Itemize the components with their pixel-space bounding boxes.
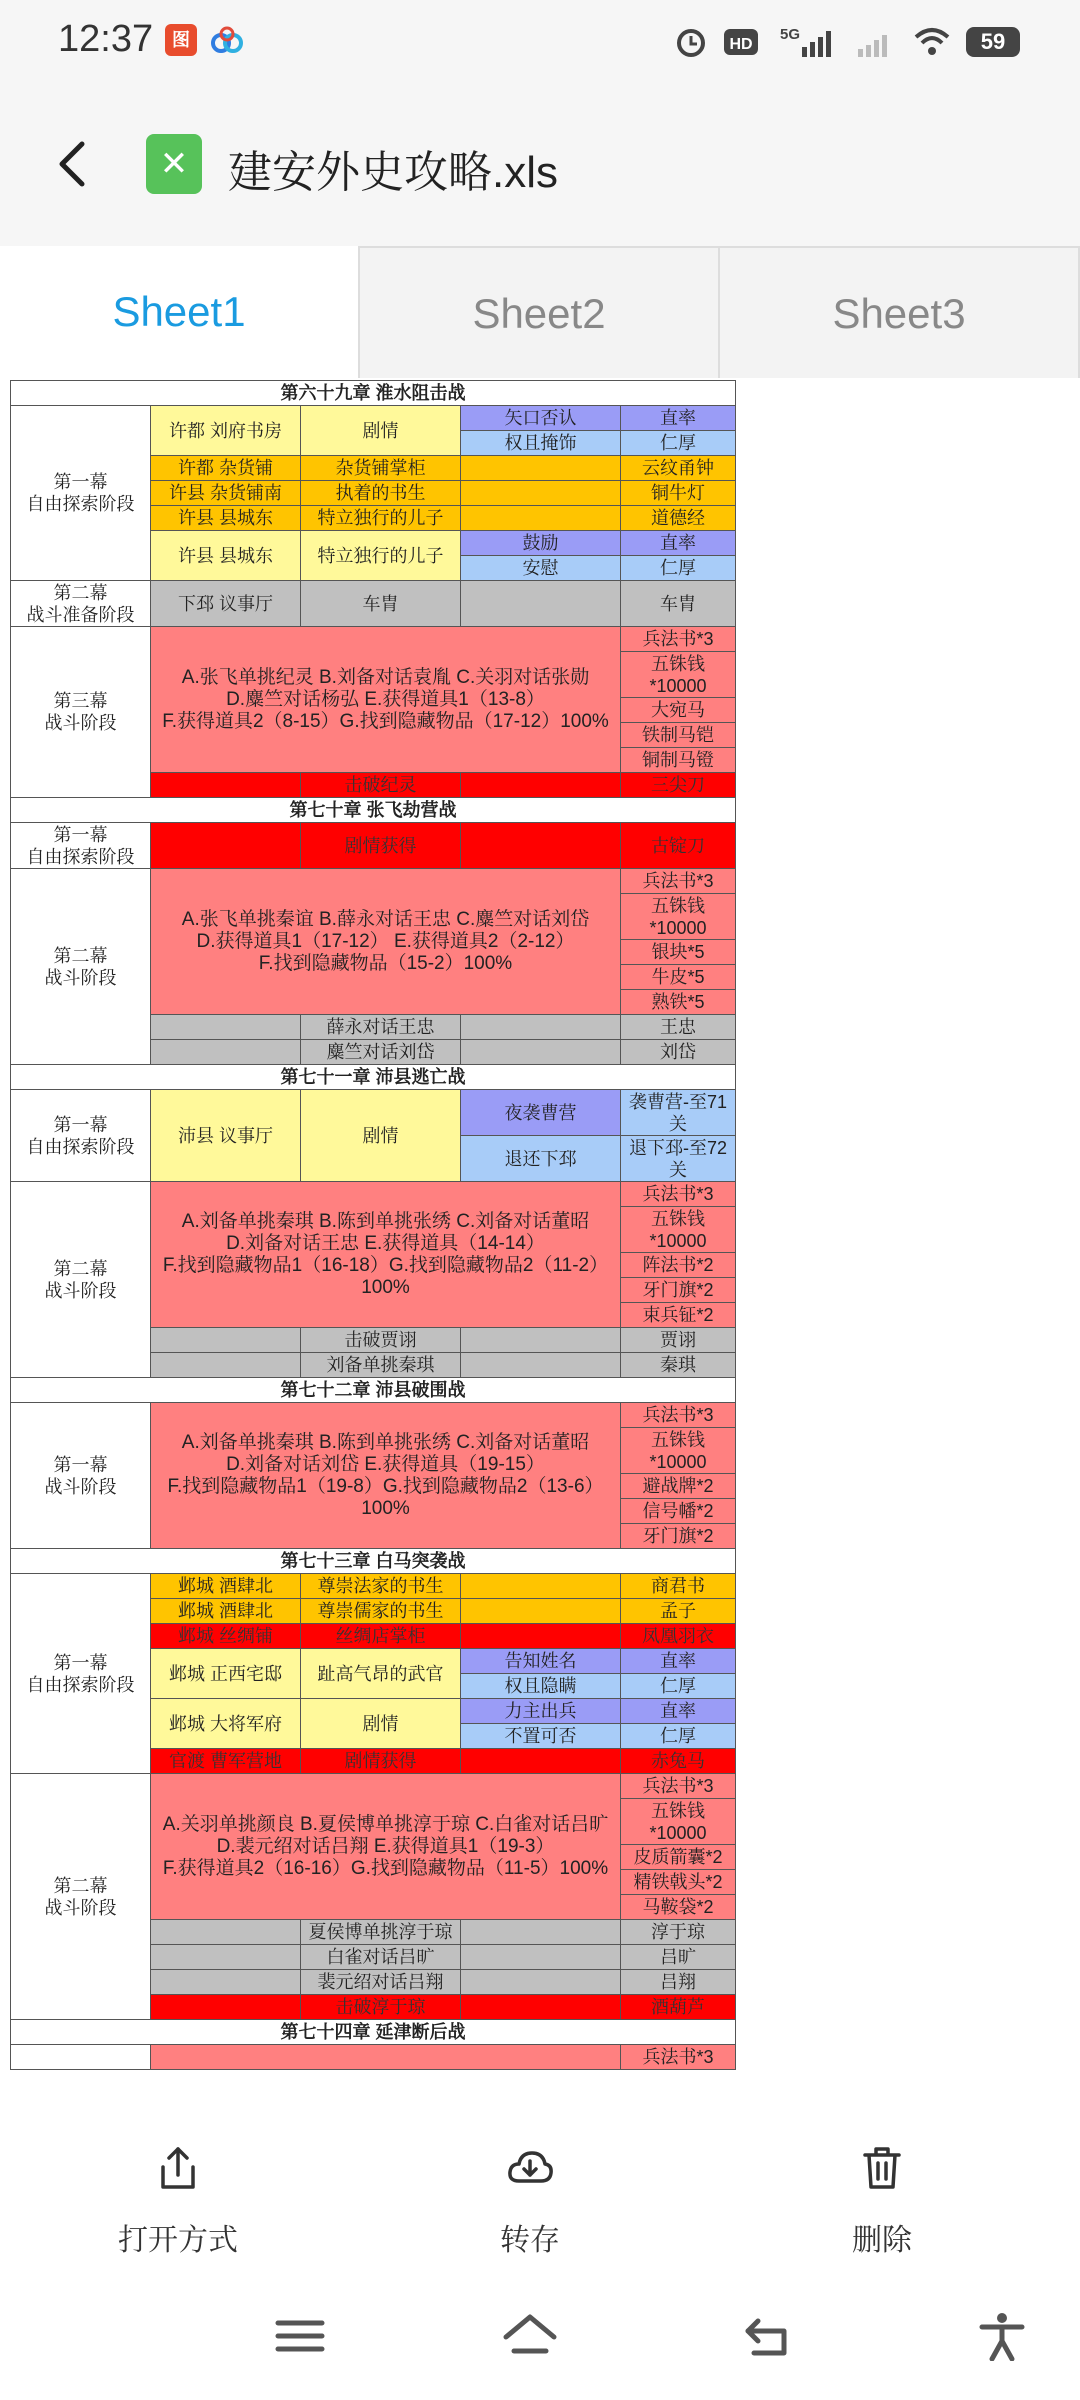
tab-sheet1[interactable]: Sheet1 bbox=[0, 246, 360, 378]
result-cell: 袭曹营-至71 关 bbox=[621, 1090, 736, 1136]
act-label: 第三幕 战斗阶段 bbox=[11, 627, 151, 798]
choice-cell bbox=[461, 1749, 621, 1774]
choice-cell: 权且掩饰 bbox=[461, 431, 621, 456]
result-cell: 吕翔 bbox=[621, 1970, 736, 1995]
save-to-label: 转存 bbox=[500, 2224, 560, 2257]
npc-cell: 特立独行的儿子 bbox=[301, 506, 461, 531]
choice-cell: 权且隐瞒 bbox=[461, 1674, 621, 1699]
npc-cell: 尊崇儒家的书生 bbox=[301, 1599, 461, 1624]
npc-cell: 尊崇法家的书生 bbox=[301, 1574, 461, 1599]
choice-cell bbox=[461, 773, 621, 798]
npc-cell: 剧情 bbox=[301, 1090, 461, 1182]
act-label: 第一幕 自由探索阶段 bbox=[11, 823, 151, 869]
reward-cell: 阵法书*2 bbox=[621, 1253, 736, 1278]
trash-icon bbox=[857, 2143, 907, 2193]
file-title: 建安外史攻略.xls bbox=[228, 148, 558, 197]
location-cell bbox=[151, 823, 301, 869]
result-cell: 直率 bbox=[621, 1699, 736, 1724]
choice-cell: 告知姓名 bbox=[461, 1649, 621, 1674]
chapter-title: 第七十一章 沛县逃亡战 bbox=[11, 1065, 736, 1090]
reward-cell: 兵法书*3 bbox=[621, 2045, 736, 2070]
status-icons bbox=[674, 22, 1020, 62]
choice-cell bbox=[461, 1353, 621, 1378]
location-cell bbox=[151, 1945, 301, 1970]
cloud-app-icon bbox=[210, 26, 244, 56]
battery-icon: 59 bbox=[966, 27, 1020, 57]
reward-cell: 铁制马铠 bbox=[621, 723, 736, 748]
battle-task-cell bbox=[151, 2045, 621, 2070]
choice-cell: 鼓励 bbox=[461, 531, 621, 556]
delete-button[interactable] bbox=[782, 2143, 982, 2259]
reward-cell: 马鞍袋*2 bbox=[621, 1895, 736, 1920]
reward-cell: 牛皮*5 bbox=[621, 965, 736, 990]
choice-cell bbox=[461, 1995, 621, 2020]
location-cell bbox=[151, 1970, 301, 1995]
result-cell: 秦琪 bbox=[621, 1353, 736, 1378]
notification-app-icon: 图 bbox=[165, 24, 197, 56]
reward-cell: 铜制马镫 bbox=[621, 748, 736, 773]
result-cell: 三尖刀 bbox=[621, 773, 736, 798]
location-cell: 许都 杂货铺 bbox=[151, 456, 301, 481]
npc-cell: 裴元绍对话吕翔 bbox=[301, 1970, 461, 1995]
npc-cell: 白雀对话吕旷 bbox=[301, 1945, 461, 1970]
chapter-title: 第七十三章 白马突袭战 bbox=[11, 1549, 736, 1574]
result-cell: 道德经 bbox=[621, 506, 736, 531]
result-cell: 云纹甬钟 bbox=[621, 456, 736, 481]
accessibility-icon[interactable] bbox=[974, 2311, 1030, 2361]
choice-cell bbox=[461, 1040, 621, 1065]
result-cell: 直率 bbox=[621, 1649, 736, 1674]
chapter-title: 第六十九章 淮水阻击战 bbox=[11, 381, 736, 406]
npc-cell: 趾高气昂的武官 bbox=[301, 1649, 461, 1699]
location-cell: 邺城 酒肆北 bbox=[151, 1599, 301, 1624]
act-label: 第二幕 战斗阶段 bbox=[11, 1774, 151, 2020]
system-nav-bar bbox=[0, 2271, 1080, 2400]
act-label: 第二幕 战斗阶段 bbox=[11, 1182, 151, 1378]
location-cell: 许县 杂货铺南 bbox=[151, 481, 301, 506]
location-cell: 邺城 大将军府 bbox=[151, 1699, 301, 1749]
location-cell: 沛县 议事厅 bbox=[151, 1090, 301, 1182]
choice-cell bbox=[461, 456, 621, 481]
result-cell: 赤兔马 bbox=[621, 1749, 736, 1774]
result-cell: 仁厚 bbox=[621, 1724, 736, 1749]
battle-task-cell: A.张飞单挑秦谊 B.薛永对话王忠 C.麋竺对话刘岱 D.获得道具1（17-12） E.获得道具2（2-12） F.找到隐藏物品（15-2）100% bbox=[151, 869, 621, 1015]
act-label: 第一幕 战斗阶段 bbox=[11, 1403, 151, 1549]
result-cell: 车胄 bbox=[621, 581, 736, 627]
battle-task-cell: A.关羽单挑颜良 B.夏侯博单挑淳于琼 C.白雀对话吕旷 D.裴元绍对话吕翔 E.获得道具1（19-3） F.获得道具2（16-16）G.找到隐藏物品（11-5）100% bbox=[151, 1774, 621, 1920]
location-cell: 邺城 酒肆北 bbox=[151, 1574, 301, 1599]
npc-cell: 击破贾诩 bbox=[301, 1328, 461, 1353]
npc-cell: 薛永对话王忠 bbox=[301, 1015, 461, 1040]
result-cell: 刘岱 bbox=[621, 1040, 736, 1065]
svg-text:HD: HD bbox=[729, 36, 753, 53]
npc-cell: 丝绸店掌柜 bbox=[301, 1624, 461, 1649]
result-cell: 直率 bbox=[621, 406, 736, 431]
choice-cell bbox=[461, 1328, 621, 1353]
chapter-title: 第七十章 张飞劫营战 bbox=[11, 798, 736, 823]
result-cell: 孟子 bbox=[621, 1599, 736, 1624]
location-cell bbox=[151, 1015, 301, 1040]
signal-5g-icon bbox=[780, 25, 840, 59]
reward-cell: 皮质箭囊*2 bbox=[621, 1845, 736, 1870]
result-cell: 铜牛灯 bbox=[621, 481, 736, 506]
act-label: 第一幕 自由探索阶段 bbox=[11, 406, 151, 581]
choice-cell bbox=[461, 1624, 621, 1649]
delete-label: 删除 bbox=[852, 2224, 912, 2257]
reward-cell: 银块*5 bbox=[621, 940, 736, 965]
npc-cell: 麋竺对话刘岱 bbox=[301, 1040, 461, 1065]
act-label: 第二幕 战斗阶段 bbox=[11, 869, 151, 1065]
spreadsheet-view[interactable] bbox=[0, 378, 1080, 2111]
npc-cell: 杂货铺掌柜 bbox=[301, 456, 461, 481]
result-cell: 仁厚 bbox=[621, 431, 736, 456]
npc-cell: 剧情获得 bbox=[301, 1749, 461, 1774]
location-cell bbox=[151, 1353, 301, 1378]
result-cell: 商君书 bbox=[621, 1574, 736, 1599]
choice-cell bbox=[461, 1920, 621, 1945]
location-cell bbox=[151, 1328, 301, 1353]
reward-cell: 兵法书*3 bbox=[621, 869, 736, 894]
location-cell: 邺城 丝绸铺 bbox=[151, 1624, 301, 1649]
location-cell: 许县 县城东 bbox=[151, 531, 301, 581]
npc-cell: 夏侯博单挑淳于琼 bbox=[301, 1920, 461, 1945]
choice-cell bbox=[461, 823, 621, 869]
act-label bbox=[11, 2045, 151, 2070]
reward-cell: 避战牌*2 bbox=[621, 1474, 736, 1499]
choice-cell bbox=[461, 1945, 621, 1970]
location-cell: 下邳 议事厅 bbox=[151, 581, 301, 627]
location-cell bbox=[151, 773, 301, 798]
share-icon bbox=[153, 2143, 203, 2193]
result-cell: 仁厚 bbox=[621, 1674, 736, 1699]
menu-icon[interactable] bbox=[272, 2311, 328, 2361]
choice-cell: 矢口否认 bbox=[461, 406, 621, 431]
open-with-button[interactable] bbox=[78, 2143, 278, 2259]
reward-cell: 兵法书*3 bbox=[621, 1403, 736, 1428]
npc-cell: 剧情 bbox=[301, 406, 461, 456]
result-cell: 王忠 bbox=[621, 1015, 736, 1040]
reward-cell: 大宛马 bbox=[621, 698, 736, 723]
result-cell: 退下邳-至72 关 bbox=[621, 1136, 736, 1182]
npc-cell: 剧情 bbox=[301, 1699, 461, 1749]
location-cell bbox=[151, 1995, 301, 2020]
choice-cell bbox=[461, 1599, 621, 1624]
save-to-button[interactable] bbox=[430, 2143, 630, 2259]
act-label: 第二幕 战斗准备阶段 bbox=[11, 581, 151, 627]
reward-cell: 兵法书*3 bbox=[621, 1182, 736, 1207]
chapter-title: 第七十二章 沛县破围战 bbox=[11, 1378, 736, 1403]
bottom-action-bar bbox=[0, 2111, 1080, 2271]
npc-cell: 特立独行的儿子 bbox=[301, 531, 461, 581]
npc-cell: 刘备单挑秦琪 bbox=[301, 1353, 461, 1378]
tab-sheet2[interactable]: Sheet2 bbox=[360, 246, 720, 378]
choice-cell: 不置可否 bbox=[461, 1724, 621, 1749]
excel-file-icon bbox=[146, 134, 202, 194]
reward-cell: 五铢钱 *10000 bbox=[621, 652, 736, 698]
choice-cell bbox=[461, 1574, 621, 1599]
result-cell: 凤凰羽衣 bbox=[621, 1624, 736, 1649]
reward-cell: 兵法书*3 bbox=[621, 627, 736, 652]
choice-cell bbox=[461, 481, 621, 506]
result-cell: 仁厚 bbox=[621, 556, 736, 581]
location-cell: 许都 刘府书房 bbox=[151, 406, 301, 456]
signal-icon bbox=[854, 25, 898, 59]
npc-cell: 击破淳于琼 bbox=[301, 1995, 461, 2020]
reward-cell: 熟铁*5 bbox=[621, 990, 736, 1015]
location-cell bbox=[151, 1920, 301, 1945]
alarm-icon bbox=[674, 25, 708, 59]
npc-cell: 击破纪灵 bbox=[301, 773, 461, 798]
result-cell: 直率 bbox=[621, 531, 736, 556]
reward-cell: 信号幡*2 bbox=[621, 1499, 736, 1524]
choice-cell bbox=[461, 506, 621, 531]
reward-cell: 五铢钱 *10000 bbox=[621, 1207, 736, 1253]
npc-cell: 车胄 bbox=[301, 581, 461, 627]
act-label: 第一幕 自由探索阶段 bbox=[11, 1574, 151, 1774]
reward-cell: 五铢钱 *10000 bbox=[621, 894, 736, 940]
result-cell: 贾诩 bbox=[621, 1328, 736, 1353]
result-cell: 淳于琼 bbox=[621, 1920, 736, 1945]
location-cell bbox=[151, 1040, 301, 1065]
reward-cell: 牙门旗*2 bbox=[621, 1524, 736, 1549]
choice-cell: 夜袭曹营 bbox=[461, 1090, 621, 1136]
reward-cell: 五铢钱 *10000 bbox=[621, 1428, 736, 1474]
battle-task-cell: A.刘备单挑秦琪 B.陈到单挑张绣 C.刘备对话董昭 D.刘备对话刘岱 E.获得道具（19-15） F.找到隐藏物品1（19-8）G.找到隐藏物品2（13-6） 100% bbox=[151, 1403, 621, 1549]
npc-cell: 剧情获得 bbox=[301, 823, 461, 869]
location-cell: 许县 县城东 bbox=[151, 506, 301, 531]
choice-cell bbox=[461, 581, 621, 627]
choice-cell: 退还下邳 bbox=[461, 1136, 621, 1182]
result-cell: 吕旷 bbox=[621, 1945, 736, 1970]
choice-cell: 力主出兵 bbox=[461, 1699, 621, 1724]
back-icon[interactable] bbox=[740, 2311, 796, 2361]
app-header bbox=[0, 84, 1080, 246]
reward-cell: 精铁戟头*2 bbox=[621, 1870, 736, 1895]
act-label: 第一幕 自由探索阶段 bbox=[11, 1090, 151, 1182]
cloud-save-icon bbox=[505, 2143, 555, 2193]
reward-cell: 牙门旗*2 bbox=[621, 1278, 736, 1303]
hd-icon bbox=[722, 25, 766, 59]
sheet-tabs bbox=[0, 246, 1080, 378]
reward-cell: 束兵钲*2 bbox=[621, 1303, 736, 1328]
battle-task-cell: A.张飞单挑纪灵 B.刘备对话袁胤 C.关羽对话张勋 D.麋竺对话杨弘 E.获得道具1（13-8） F.获得道具2（8-15）G.找到隐藏物品（17-12）100% bbox=[151, 627, 621, 773]
svg-text:5G: 5G bbox=[780, 26, 801, 43]
open-with-label: 打开方式 bbox=[118, 2224, 238, 2257]
npc-cell: 执着的书生 bbox=[301, 481, 461, 506]
reward-cell: 五铢钱 *10000 bbox=[621, 1799, 736, 1845]
status-bar bbox=[0, 0, 1080, 84]
battle-task-cell: A.刘备单挑秦琪 B.陈到单挑张绣 C.刘备对话董昭 D.刘备对话王忠 E.获得道具（14-14） F.找到隐藏物品1（16-18）G.找到隐藏物品2（11-2） 100% bbox=[151, 1182, 621, 1328]
choice-cell bbox=[461, 1015, 621, 1040]
chapter-title: 第七十四章 延津断后战 bbox=[11, 2020, 736, 2045]
home-icon[interactable] bbox=[502, 2311, 558, 2361]
wifi-icon bbox=[912, 25, 952, 59]
result-cell: 古锭刀 bbox=[621, 823, 736, 869]
location-cell: 邺城 正西宅邸 bbox=[151, 1649, 301, 1699]
tab-sheet3[interactable]: Sheet3 bbox=[720, 246, 1080, 378]
result-cell: 酒葫芦 bbox=[621, 1995, 736, 2020]
spreadsheet-grid bbox=[10, 380, 736, 2070]
choice-cell bbox=[461, 1970, 621, 1995]
status-time: 12:37 bbox=[58, 18, 154, 60]
choice-cell: 安慰 bbox=[461, 556, 621, 581]
back-arrow-icon[interactable] bbox=[50, 134, 94, 194]
location-cell: 官渡 曹军营地 bbox=[151, 1749, 301, 1774]
reward-cell: 兵法书*3 bbox=[621, 1774, 736, 1799]
